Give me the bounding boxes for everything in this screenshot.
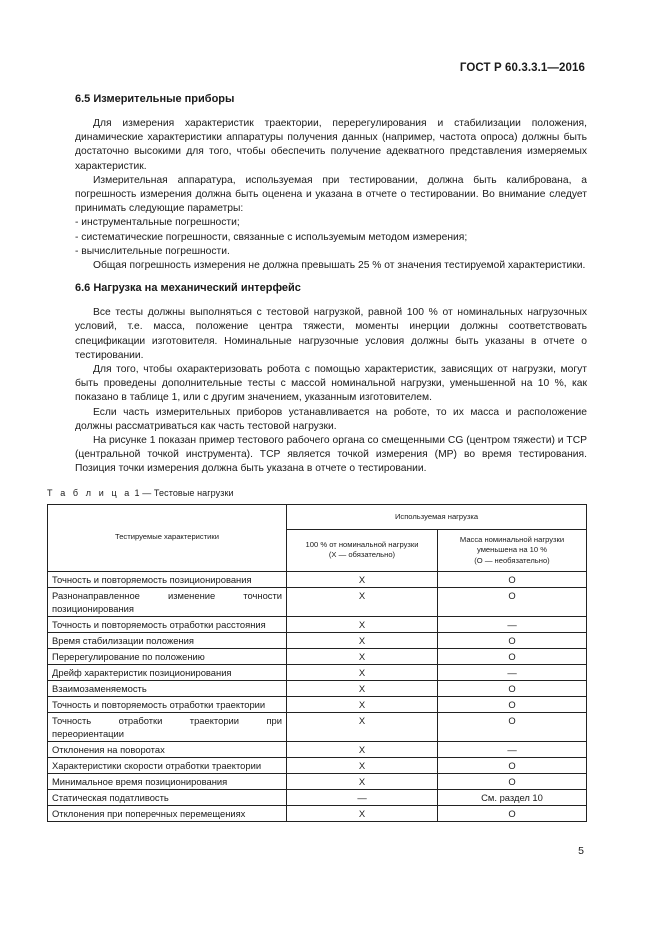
row-full-load: — (287, 789, 438, 805)
table-row (48, 680, 587, 696)
row-characteristic: Дрейф характеристик позиционирования (48, 664, 287, 680)
row-reduced-load: O (438, 587, 587, 616)
table-row (48, 664, 587, 680)
test-loads-table (47, 504, 587, 822)
table-row (48, 587, 587, 616)
table-row (48, 757, 587, 773)
table-row (48, 712, 587, 741)
row-reduced-load: O (438, 773, 587, 789)
section-6-6-paragraph-4: На рисунке 1 показан пример тестового рабочего органа со смещенными CG (центром тяжести) и TCP (центральной точкой инструмента). TCP является точкой измерения (MP) во время тестирования. Позиция точки измерения должна быть указана в отчете о тестировании. (75, 435, 587, 475)
row-full-load: X (287, 773, 438, 789)
section-6-5-title: 6.5 Измерительные приборы (75, 93, 235, 105)
section-6-6-paragraph-3: Если часть измерительных приборов устанавливается на роботе, то их масса и расположение должны рассматриваться как часть тестовой нагрузки. (75, 406, 587, 432)
section-6-6-paragraph-2: Для того, чтобы охарактеризовать робота с помощью характеристик, зависящих от нагрузки, могут быть проведены дополнительные тесты с массой номинальной нагрузки, уменьшенной на 10 %, как показано в таблице 1, или с другим значением, указанным изготовителем. (75, 364, 587, 404)
row-reduced-load: O (438, 712, 587, 741)
table-row (48, 616, 587, 632)
row-characteristic: Минимальное время позиционирования (48, 773, 287, 789)
table-row (48, 789, 587, 805)
row-reduced-load: O (438, 805, 587, 821)
row-characteristic: Взаимозаменяемость (48, 680, 287, 696)
row-full-load: X (287, 680, 438, 696)
row-full-load: X (287, 571, 438, 587)
row-reduced-load: — (438, 616, 587, 632)
row-full-load: X (287, 587, 438, 616)
row-reduced-load: O (438, 696, 587, 712)
row-full-load: X (287, 648, 438, 664)
document-code: ГОСТ Р 60.3.3.1—2016 (459, 62, 585, 74)
table-row (48, 571, 587, 587)
header-full-load-line1: 100 % от номинальной нагрузки (305, 539, 419, 549)
section-6-6-title: 6.6 Нагрузка на механический интерфейс (75, 282, 301, 295)
row-full-load: X (287, 632, 438, 648)
header-reduced-load (438, 530, 587, 572)
table-row (48, 632, 587, 648)
row-characteristic: Перерегулирование по положению (48, 648, 287, 664)
row-full-load: X (287, 741, 438, 757)
row-characteristic: Точность отработки траектории при переориентации (48, 712, 287, 741)
page-number: 5 (578, 845, 584, 857)
row-characteristic: Характеристики скорости отработки траектории (48, 757, 287, 773)
table-row (48, 773, 587, 789)
list-item: - инструментальные погрешности; (75, 217, 240, 229)
row-full-load: X (287, 696, 438, 712)
row-full-load: X (287, 616, 438, 632)
table-caption-text: 1 — Тестовые нагрузки (131, 487, 234, 498)
row-full-load: X (287, 757, 438, 773)
row-reduced-load: См. раздел 10 (438, 789, 587, 805)
table-row (48, 648, 587, 664)
row-full-load: X (287, 805, 438, 821)
row-characteristic: Разнонаправленное изменение точности позиционирования (48, 587, 287, 616)
header-reduced-load-line2: уменьшена на 10 % (477, 545, 547, 555)
row-characteristic: Отклонения на поворотах (48, 741, 287, 757)
table-row (48, 805, 587, 821)
table-caption-prefix: Т а б л и ц а (47, 487, 132, 498)
header-characteristics: Тестируемые характеристики (48, 504, 287, 571)
row-characteristic: Точность и повторяемость отработки траектории (48, 696, 287, 712)
table-row (48, 696, 587, 712)
page-content (47, 92, 587, 822)
list-item: - систематические погрешности, связанные с используемым методом измерения; (75, 231, 468, 243)
row-characteristic: Статическая податливость (48, 789, 287, 805)
row-reduced-load: — (438, 741, 587, 757)
row-reduced-load: O (438, 757, 587, 773)
header-full-load (287, 530, 438, 572)
row-reduced-load: O (438, 632, 587, 648)
row-reduced-load: — (438, 664, 587, 680)
section-6-6-paragraph-1: Все тесты должны выполняться с тестовой нагрузкой, равной 100 % от номинальных нагрузочных условий, т.е. масса, положение центра тяжести, моменты инерции должны соответствовать спецификации изготовителя. Номинальные нагрузочные условия должны быть указаны в отчете о тестировании. (75, 307, 587, 361)
header-reduced-load-line1: Масса номинальной нагрузки (459, 534, 565, 544)
section-6-5-paragraph-2: Измерительная аппаратура, используемая при тестировании, должна быть калибрована, а погрешность измерения должна быть оценена и указана в отчете о тестировании. Во внимание следует принимать следующие параметры: (75, 174, 587, 215)
row-characteristic: Отклонения при поперечных перемещениях (48, 805, 287, 821)
header-full-load-line2: (X — обязательно) (328, 550, 396, 560)
row-reduced-load: O (438, 680, 587, 696)
table-row (48, 741, 587, 757)
table-caption (47, 488, 587, 498)
row-full-load: X (287, 712, 438, 741)
header-reduced-load-line3: (O — необязательно) (474, 555, 550, 565)
row-full-load: X (287, 664, 438, 680)
row-characteristic: Точность и повторяемость отработки расстояния (48, 616, 287, 632)
row-reduced-load: O (438, 571, 587, 587)
row-reduced-load: O (438, 648, 587, 664)
section-6-5-paragraph-1: Для измерения характеристик траектории, перерегулирования и стабилизации положения, динамические характеристики аппаратуры получения данных (например, частота опроса) должны быть достаточно высокими для того, чтобы обеспечить получение адекватного представления измеряемых характеристик. (75, 118, 587, 172)
row-characteristic: Время стабилизации положения (48, 632, 287, 648)
section-6-5-closing: Общая погрешность измерения не должна превышать 25 % от значения тестируемой характеристики. (93, 260, 586, 272)
header-load-used: Используемая нагрузка (287, 504, 587, 529)
row-characteristic: Точность и повторяемость позиционирования (48, 571, 287, 587)
list-item: - вычислительные погрешности. (75, 245, 230, 257)
